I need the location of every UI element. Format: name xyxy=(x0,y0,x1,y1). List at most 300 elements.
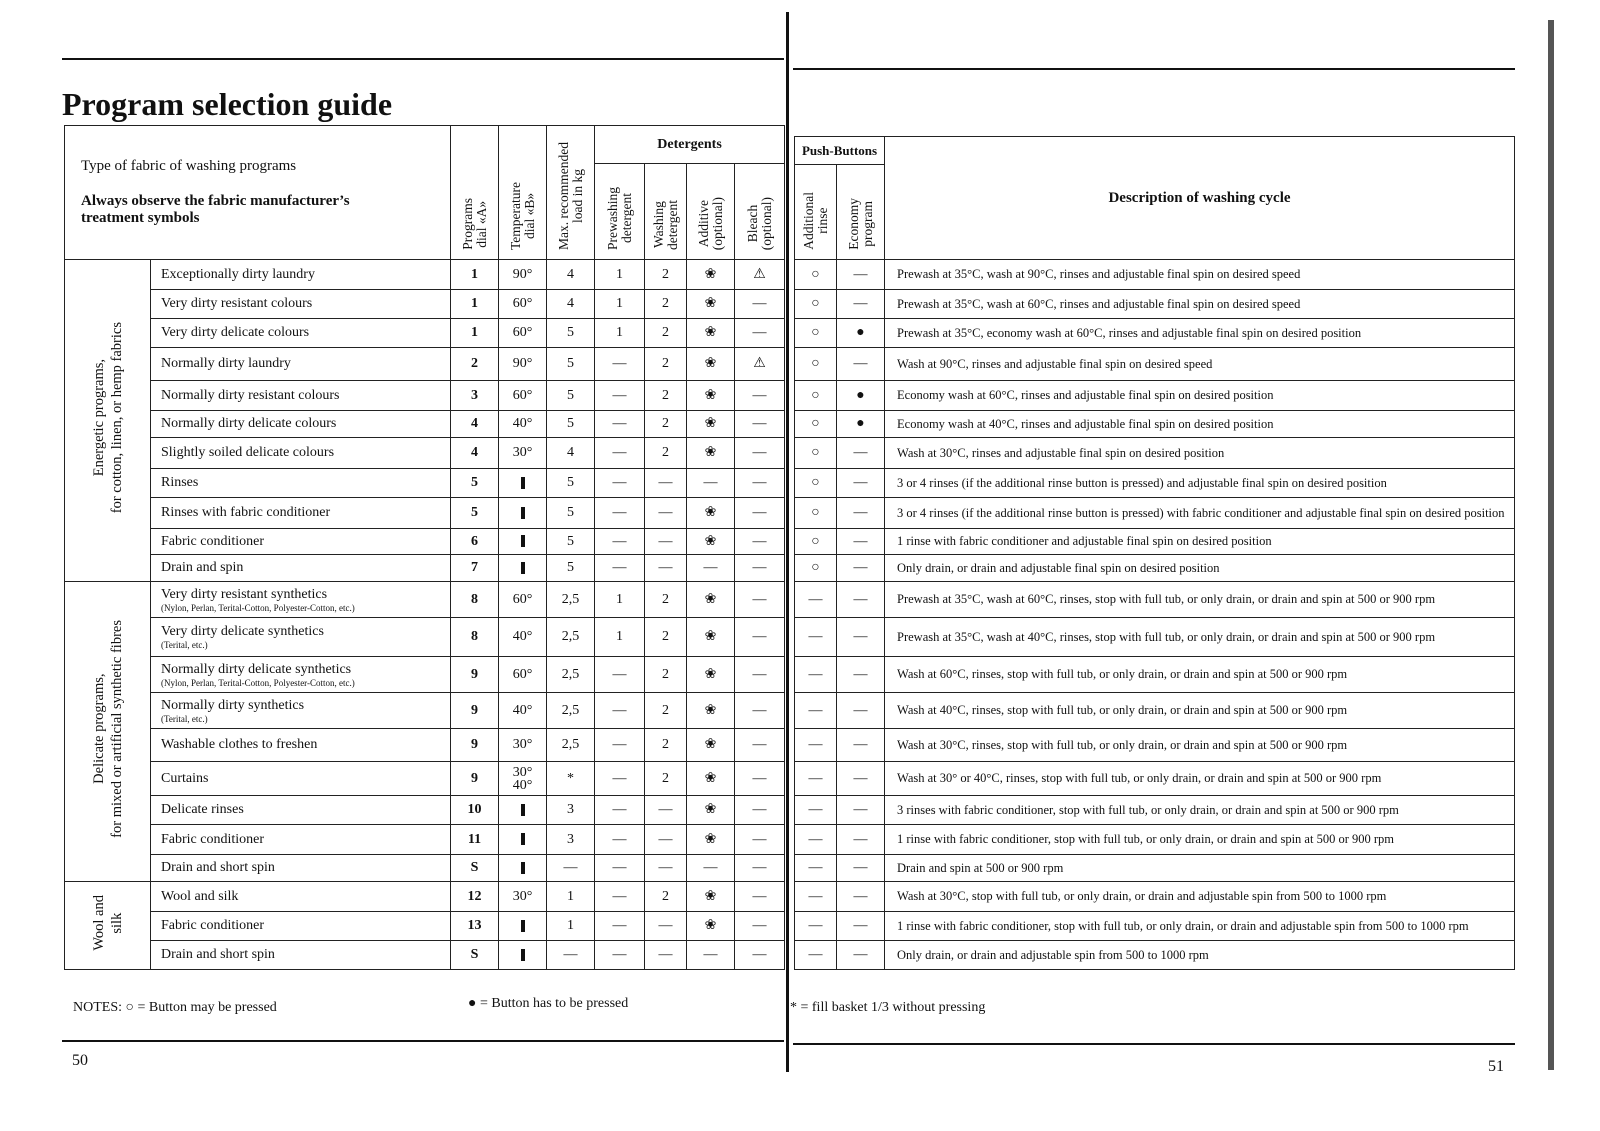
additional-rinse-cell: — xyxy=(795,912,837,941)
additive-icon: ❀ xyxy=(704,831,717,847)
cycle-description-cell: Prewash at 35°C, economy wash at 60°C, rinses and adjustable final spin on desired position xyxy=(885,319,1515,348)
program-dial-cell: 8 xyxy=(451,582,499,618)
load-cell: 3 xyxy=(547,796,595,825)
table-row xyxy=(795,555,1515,582)
prewash-detergent-cell: — xyxy=(595,693,645,729)
economy-program-cell: ● xyxy=(837,381,885,411)
program-name: Exceptionally dirty laundry xyxy=(161,266,315,282)
fixed-temperature-icon xyxy=(521,949,525,961)
temperature-cell: 30° xyxy=(499,729,547,762)
cycle-description-cell: Wash at 30°C, stop with full tub, or only drain, or drain and adjustable spin from 500 to 1000 rpm xyxy=(885,882,1515,912)
bleach-cell: — xyxy=(735,319,785,348)
table-row xyxy=(795,319,1515,348)
table-row xyxy=(795,498,1515,529)
program-dial-cell: 5 xyxy=(451,498,499,529)
table-row xyxy=(795,290,1515,319)
washing-detergent-cell: 2 xyxy=(645,882,687,912)
bleach-cell: — xyxy=(735,498,785,529)
table-row xyxy=(795,260,1515,290)
additive-cell xyxy=(687,762,735,796)
economy-program-cell: — xyxy=(837,438,885,469)
additional-rinse-cell: — xyxy=(795,582,837,618)
washing-detergent-cell: 2 xyxy=(645,693,687,729)
program-name: Drain and short spin xyxy=(161,947,275,962)
program-dial-cell: 2 xyxy=(451,348,499,381)
cycle-description-cell: Wash at 90°C, rinses and adjustable final spin on desired speed xyxy=(885,348,1515,381)
washing-detergent-cell: 2 xyxy=(645,290,687,319)
temperature-cell: 90° xyxy=(499,260,547,290)
prewash-detergent-cell: — xyxy=(595,941,645,970)
program-name: Rinses with fabric conditioner xyxy=(161,505,331,520)
prewash-detergent-cell: — xyxy=(595,438,645,469)
temperature-cell xyxy=(499,555,547,582)
additive-cell xyxy=(687,348,735,381)
table-row xyxy=(65,693,785,729)
cycle-description-cell: Wash at 30°C, rinses, stop with full tub, or only drain, or drain and spin at 500 or 900 rpm xyxy=(885,729,1515,762)
table-row xyxy=(65,319,785,348)
col-wash-header: Washing detergent xyxy=(645,164,687,260)
bleach-cell: — xyxy=(735,825,785,855)
temperature-cell xyxy=(499,855,547,882)
additive-cell xyxy=(687,657,735,693)
washing-detergent-cell: 2 xyxy=(645,348,687,381)
fixed-temperature-icon xyxy=(521,920,525,932)
economy-program-cell: — xyxy=(837,529,885,555)
bleach-cell: — xyxy=(735,941,785,970)
cycle-description-cell: Wash at 60°C, rinses, stop with full tub, or only drain, or drain and spin at 500 or 900 rpm xyxy=(885,657,1515,693)
program-dial-cell: S xyxy=(451,855,499,882)
bottom-rule-right xyxy=(793,1043,1515,1045)
economy-program-cell: — xyxy=(837,582,885,618)
economy-program-cell: — xyxy=(837,618,885,657)
additive-cell xyxy=(687,381,735,411)
temperature-cell: 60° xyxy=(499,582,547,618)
prewash-detergent-cell: — xyxy=(595,381,645,411)
temperature-cell xyxy=(499,825,547,855)
additive-cell xyxy=(687,529,735,555)
prewash-detergent-cell: — xyxy=(595,729,645,762)
program-name: Rinses xyxy=(161,475,199,490)
program-name: Drain and spin xyxy=(161,560,244,575)
prewash-detergent-cell: 1 xyxy=(595,260,645,290)
program-name-cell xyxy=(151,825,451,855)
fixed-temperature-icon xyxy=(521,535,525,547)
load-cell: 5 xyxy=(547,319,595,348)
program-fabric-note: (Terital, etc.) xyxy=(161,640,208,650)
economy-program-cell: — xyxy=(837,882,885,912)
program-name: Fabric conditioner xyxy=(161,831,265,847)
additive-icon: ❀ xyxy=(704,629,717,644)
prewash-detergent-cell: — xyxy=(595,762,645,796)
temperature-cell xyxy=(499,469,547,498)
temperature-cell: 60° xyxy=(499,657,547,693)
program-dial-cell: 11 xyxy=(451,825,499,855)
program-group-label: Energetic programs, for cotton, linen, or hemp fabrics xyxy=(65,260,151,582)
additional-rinse-cell: — xyxy=(795,855,837,882)
table-row xyxy=(795,411,1515,438)
temperature-cell: 30° 40° xyxy=(499,762,547,796)
cycle-description-cell: Prewash at 35°C, wash at 40°C, rinses, stop with full tub, or only drain, or drain and spin at 500 or 900 rpm xyxy=(885,618,1515,657)
col-load-header: Max. recommended load in kg xyxy=(547,126,595,260)
additional-rinse-cell: — xyxy=(795,657,837,693)
bleach-cell: — xyxy=(735,912,785,941)
table-row xyxy=(65,438,785,469)
load-cell: 5 xyxy=(547,411,595,438)
program-group-label: Delicate programs, for mixed or artificial synthetic fibres xyxy=(65,582,151,882)
top-rule-left xyxy=(62,58,784,60)
economy-program-cell: ● xyxy=(837,411,885,438)
washing-detergent-cell: — xyxy=(645,855,687,882)
bleach-cell: — xyxy=(735,796,785,825)
fixed-temperature-icon xyxy=(521,562,525,574)
prewash-detergent-cell: 1 xyxy=(595,582,645,618)
table-row xyxy=(795,618,1515,657)
economy-program-cell: — xyxy=(837,855,885,882)
prewash-detergent-cell: — xyxy=(595,825,645,855)
program-name-cell xyxy=(151,855,451,882)
table-row xyxy=(65,498,785,529)
economy-program-cell: — xyxy=(837,825,885,855)
additive-icon: ❀ xyxy=(704,266,717,282)
cycle-description-cell: 3 rinses with fabric conditioner, stop with full tub, or only drain, or drain and spin at 500 or 900 rpm xyxy=(885,796,1515,825)
prewash-detergent-cell: 1 xyxy=(595,618,645,657)
additional-rinse-cell: ○ xyxy=(795,469,837,498)
table-row xyxy=(795,855,1515,882)
additive-icon: ❀ xyxy=(704,666,717,682)
washing-detergent-cell: — xyxy=(645,555,687,582)
fixed-temperature-icon xyxy=(521,477,525,489)
load-cell: 5 xyxy=(547,529,595,555)
prewash-detergent-cell: — xyxy=(595,411,645,438)
additive-cell xyxy=(687,825,735,855)
program-dial-cell: 4 xyxy=(451,411,499,438)
cycle-description-cell: Wash at 30° or 40°C, rinses, stop with full tub, or only drain, or drain and spin at 500 or 900 rpm xyxy=(885,762,1515,796)
table-row xyxy=(795,729,1515,762)
program-name-cell xyxy=(151,498,451,529)
load-cell: 2,5 xyxy=(547,693,595,729)
additive-icon: ❀ xyxy=(704,325,717,340)
cycle-description-cell: Economy wash at 40°C, rinses and adjustable final spin on desired position xyxy=(885,411,1515,438)
program-dial-cell: 8 xyxy=(451,618,499,657)
program-dial-cell: 9 xyxy=(451,729,499,762)
table-row xyxy=(795,882,1515,912)
bleach-cell: — xyxy=(735,762,785,796)
load-cell: 2,5 xyxy=(547,618,595,657)
temperature-cell: 60° xyxy=(499,290,547,319)
load-cell: 5 xyxy=(547,498,595,529)
program-name: Curtains xyxy=(161,770,209,786)
program-name: Very dirty resistant synthetics xyxy=(161,586,328,602)
additive-cell: — xyxy=(687,941,735,970)
table-row xyxy=(795,657,1515,693)
additional-rinse-cell: ○ xyxy=(795,348,837,381)
prewash-detergent-cell: — xyxy=(595,555,645,582)
table-row xyxy=(795,348,1515,381)
fixed-temperature-icon xyxy=(521,862,525,874)
additional-rinse-cell: ○ xyxy=(795,381,837,411)
fabric-type-label: Type of fabric of washing programs xyxy=(81,158,297,174)
additive-cell xyxy=(687,618,735,657)
additive-icon: ❀ xyxy=(704,416,717,431)
table-row xyxy=(65,796,785,825)
economy-program-cell: — xyxy=(837,796,885,825)
program-name: Slightly soiled delicate colours xyxy=(161,445,335,460)
program-dial-cell: 7 xyxy=(451,555,499,582)
washing-detergent-cell: — xyxy=(645,796,687,825)
cycle-description-cell: 3 or 4 rinses (if the additional rinse button is pressed) with fabric conditioner and adjustable final spin on desired position xyxy=(885,498,1515,529)
additive-cell: — xyxy=(687,469,735,498)
program-fabric-note: (Nylon, Perlan, Terital-Cotton, Polyester-Cotton, etc.) xyxy=(161,602,355,613)
filled-circle-icon: ● xyxy=(468,996,477,1011)
prewash-detergent-cell: — xyxy=(595,498,645,529)
cycle-description-cell: Prewash at 35°C, wash at 60°C, rinses and adjustable final spin on desired speed xyxy=(885,290,1515,319)
program-name: Delicate rinses xyxy=(161,802,244,817)
washing-detergent-cell: 2 xyxy=(645,319,687,348)
economy-program-cell: — xyxy=(837,762,885,796)
bleach-cell: — xyxy=(735,290,785,319)
program-fabric-note: (Nylon, Perlan, Terital-Cotton, Polyester-Cotton, etc.) xyxy=(161,677,355,688)
cycle-description-cell: 1 rinse with fabric conditioner, stop with full tub, or only drain, or drain and spin at 500 or 900 rpm xyxy=(885,825,1515,855)
washing-detergent-cell: — xyxy=(645,912,687,941)
economy-program-cell: — xyxy=(837,555,885,582)
program-name: Normally dirty delicate synthetics xyxy=(161,661,352,677)
prewash-detergent-cell: 1 xyxy=(595,290,645,319)
table-row xyxy=(65,941,785,970)
additive-icon: ❀ xyxy=(704,387,717,403)
additional-rinse-cell: — xyxy=(795,941,837,970)
additive-icon: ❀ xyxy=(704,918,717,933)
program-dial-cell: S xyxy=(451,941,499,970)
notes-star-text: = fill basket 1/3 without pressing xyxy=(800,1000,986,1015)
temperature-cell: 40° xyxy=(499,693,547,729)
table-row xyxy=(795,438,1515,469)
additional-rinse-cell: — xyxy=(795,693,837,729)
prewash-detergent-cell: — xyxy=(595,912,645,941)
program-name-cell xyxy=(151,260,451,290)
col-economy-header: Economy program xyxy=(837,165,885,260)
cycle-description-cell: Wash at 30°C, rinses and adjustable final spin on desired position xyxy=(885,438,1515,469)
prewash-detergent-cell: — xyxy=(595,657,645,693)
bleach-cell: — xyxy=(735,438,785,469)
load-cell: 4 xyxy=(547,438,595,469)
load-cell: 5 xyxy=(547,469,595,498)
table-row xyxy=(65,411,785,438)
additive-icon: ❀ xyxy=(704,356,717,371)
temperature-cell: 40° xyxy=(499,411,547,438)
program-name: Drain and short spin xyxy=(161,860,275,875)
washing-detergent-cell: 2 xyxy=(645,411,687,438)
temperature-cell: 90° xyxy=(499,348,547,381)
additive-cell xyxy=(687,729,735,762)
washing-detergent-cell: 2 xyxy=(645,260,687,290)
program-name-cell xyxy=(151,319,451,348)
economy-program-cell: — xyxy=(837,498,885,529)
additive-icon: ❀ xyxy=(704,505,717,520)
temperature-cell: 40° xyxy=(499,618,547,657)
washing-detergent-cell: 2 xyxy=(645,582,687,618)
washing-detergent-cell: — xyxy=(645,825,687,855)
bleach-cell xyxy=(735,348,785,381)
load-cell: 1 xyxy=(547,912,595,941)
table-row xyxy=(795,529,1515,555)
additional-rinse-cell: ○ xyxy=(795,290,837,319)
table-row xyxy=(795,762,1515,796)
bleach-cell: — xyxy=(735,855,785,882)
washing-detergent-cell: 2 xyxy=(645,729,687,762)
bleach-cell: — xyxy=(735,882,785,912)
additive-cell xyxy=(687,319,735,348)
additive-cell xyxy=(687,582,735,618)
program-name-cell xyxy=(151,882,451,912)
load-cell: 4 xyxy=(547,260,595,290)
program-dial-cell: 9 xyxy=(451,762,499,796)
program-dial-cell: 9 xyxy=(451,693,499,729)
program-name-cell xyxy=(151,912,451,941)
cycle-description-cell: Drain and spin at 500 or 900 rpm xyxy=(885,855,1515,882)
right-edge-binding xyxy=(1548,20,1554,1070)
table-row xyxy=(795,693,1515,729)
additional-rinse-cell: ○ xyxy=(795,260,837,290)
table-row xyxy=(795,825,1515,855)
program-name: Normally dirty delicate colours xyxy=(161,416,337,431)
program-dial-cell: 12 xyxy=(451,882,499,912)
table-row xyxy=(65,882,785,912)
notes-filled-circle xyxy=(468,996,628,1012)
economy-program-cell: — xyxy=(837,729,885,762)
center-fold-line xyxy=(786,12,789,1072)
washing-detergent-cell: 2 xyxy=(645,438,687,469)
additive-icon: ❀ xyxy=(704,533,717,549)
prewash-detergent-cell: 1 xyxy=(595,319,645,348)
additional-rinse-cell: — xyxy=(795,762,837,796)
program-name-cell xyxy=(151,693,451,729)
washing-detergent-cell: 2 xyxy=(645,381,687,411)
additional-rinse-cell: — xyxy=(795,796,837,825)
fabric-type-header xyxy=(65,126,451,260)
right-description-table xyxy=(794,136,1515,970)
table-row xyxy=(65,657,785,693)
load-cell: 2,5 xyxy=(547,729,595,762)
col-program-header: Programs dial «A» xyxy=(451,126,499,260)
cycle-description-cell: Prewash at 35°C, wash at 60°C, rinses, stop with full tub, or only drain, or drain and spin at 500 or 900 rpm xyxy=(885,582,1515,618)
bleach-cell: — xyxy=(735,381,785,411)
table-row xyxy=(65,555,785,582)
fabric-note: Always observe the fabric manufacturer’s treatment symbols xyxy=(81,193,350,226)
program-dial-cell: 1 xyxy=(451,290,499,319)
temperature-cell xyxy=(499,498,547,529)
additional-rinse-cell: ○ xyxy=(795,498,837,529)
table-row xyxy=(65,582,785,618)
program-name-cell xyxy=(151,762,451,796)
washing-detergent-cell: 2 xyxy=(645,618,687,657)
description-header: Description of washing cycle xyxy=(885,137,1515,260)
table-row xyxy=(795,582,1515,618)
additive-cell xyxy=(687,411,735,438)
table-row xyxy=(65,912,785,941)
cycle-description-cell: 1 rinse with fabric conditioner, stop with full tub, or only drain, or drain and adjustable spin from 500 to 1000 rpm xyxy=(885,912,1515,941)
table-row xyxy=(65,729,785,762)
notes-star xyxy=(790,1000,985,1016)
program-group-label: Wool and silk xyxy=(65,882,151,970)
additive-cell: — xyxy=(687,855,735,882)
additive-cell xyxy=(687,693,735,729)
page-number-left: 50 xyxy=(72,1052,88,1069)
additive-cell xyxy=(687,912,735,941)
cycle-description-cell: Wash at 40°C, rinses, stop with full tub, or only drain, or drain and spin at 500 or 900 rpm xyxy=(885,693,1515,729)
economy-program-cell: — xyxy=(837,657,885,693)
program-dial-cell: 6 xyxy=(451,529,499,555)
temperature-cell: 60° xyxy=(499,319,547,348)
bottom-rule-left xyxy=(62,1040,784,1042)
program-name-cell xyxy=(151,348,451,381)
fixed-temperature-icon xyxy=(521,833,525,845)
additional-rinse-cell: ○ xyxy=(795,411,837,438)
load-cell: 2,5 xyxy=(547,582,595,618)
bleach-cell: — xyxy=(735,693,785,729)
program-name-cell xyxy=(151,411,451,438)
program-name-cell xyxy=(151,381,451,411)
bleach-cell: — xyxy=(735,729,785,762)
economy-program-cell: ● xyxy=(837,319,885,348)
table-row xyxy=(65,381,785,411)
washing-detergent-cell: — xyxy=(645,469,687,498)
temperature-cell: 30° xyxy=(499,438,547,469)
table-row xyxy=(65,855,785,882)
temperature-cell: 30° xyxy=(499,882,547,912)
load-cell: 1 xyxy=(547,882,595,912)
program-name-cell xyxy=(151,469,451,498)
load-cell: 5 xyxy=(547,381,595,411)
program-name: Very dirty resistant colours xyxy=(161,296,313,311)
bleach-triangle-icon: ⚠ xyxy=(753,266,766,282)
load-cell: 5 xyxy=(547,555,595,582)
table-row xyxy=(795,381,1515,411)
table-row xyxy=(795,941,1515,970)
col-additive-header: Additive (optional) xyxy=(687,164,735,260)
washing-detergent-cell: 2 xyxy=(645,762,687,796)
cycle-description-cell: 3 or 4 rinses (if the additional rinse button is pressed) and adjustable final spin on desired position xyxy=(885,469,1515,498)
program-name: Fabric conditioner xyxy=(161,918,265,933)
program-name-cell xyxy=(151,796,451,825)
temperature-cell xyxy=(499,912,547,941)
notes-filled-text: = Button has to be pressed xyxy=(479,996,629,1011)
table-row xyxy=(65,529,785,555)
program-dial-cell: 5 xyxy=(451,469,499,498)
star-icon: * xyxy=(790,1000,797,1015)
prewash-detergent-cell: — xyxy=(595,882,645,912)
notes-open-circle xyxy=(73,1000,277,1016)
additional-rinse-cell: — xyxy=(795,882,837,912)
program-name-cell xyxy=(151,941,451,970)
program-dial-cell: 1 xyxy=(451,319,499,348)
additive-cell xyxy=(687,290,735,319)
prewash-detergent-cell: — xyxy=(595,348,645,381)
program-name: Washable clothes to freshen xyxy=(161,737,318,752)
program-dial-cell: 1 xyxy=(451,260,499,290)
additive-icon: ❀ xyxy=(704,802,717,817)
additional-rinse-cell: — xyxy=(795,618,837,657)
program-dial-cell: 10 xyxy=(451,796,499,825)
table-row xyxy=(795,469,1515,498)
bleach-cell: — xyxy=(735,582,785,618)
bleach-cell: — xyxy=(735,411,785,438)
washing-detergent-cell: 2 xyxy=(645,657,687,693)
program-dial-cell: 13 xyxy=(451,912,499,941)
program-dial-cell: 4 xyxy=(451,438,499,469)
program-name-cell xyxy=(151,618,451,657)
program-name: Wool and silk xyxy=(161,888,239,904)
left-program-table xyxy=(64,125,785,970)
